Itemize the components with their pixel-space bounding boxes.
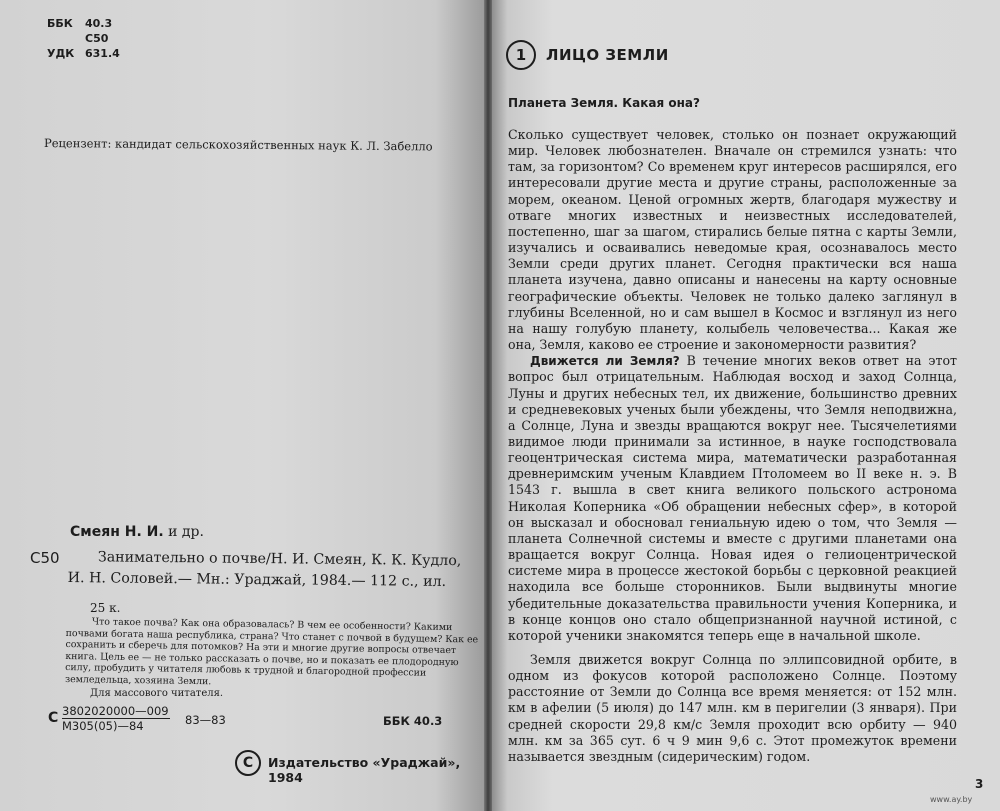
reviewer-line: Рецензент: кандидат сельскохозяйственных наук К. Л. Забелло: [43, 136, 433, 154]
body-paragraph: Земля движется вокруг Солнца по эллипсовидной орбите, в одном из фокусов которой расположено Солнце. Поэтому расстояние от Земли до Солнца все время меняется: от 152 млн. км в афелии (5 июля) до 147 млн. км в перигелии (3 января). При средней скорости 29,8 км/с Земля проходит всю орбиту — 940 млн. км за 365 сут. 6 ч 9 мин 9,6 с. Этот промежуток времени называется звездным (сидерическим) годом.: [508, 652, 957, 764]
isbn-letter: С: [48, 710, 59, 726]
catalog-annotation: Что такое почва? Как она образовалась? В чем ее особенности? Какими почвами богата наша республика, страна? Что станет с почвой в будущем? Как ее сохранить и сберечь для потомков? На эти и многие другие вопросы отвечает книга. Цель ее — не только рассказать о почве, но и показать ее плодородную силу, пробудить у читателя любовь к трудной и благородной профессии земледельца, хозяина Земли.: [64, 616, 479, 688]
copyright-icon: C: [235, 750, 261, 776]
chapter-number-badge: 1: [506, 40, 536, 70]
classification-row: ББК 40.3: [47, 17, 113, 30]
publisher-line: Издательство «Ураджай», 1984: [268, 755, 461, 785]
catalog-title: Занимательно о почве/Н. И. Смеян, К. К. Кудло, И. Н. Соловей.— Мн.: Ураджай, 1984.— 112 с., ил.: [67, 549, 462, 590]
catalog-price: 25 к.: [90, 601, 121, 615]
run-in-heading: Движется ли Земля?: [530, 354, 680, 369]
catalog-code: С50: [30, 549, 60, 567]
watermark: www.ay.by: [930, 795, 973, 804]
catalog-bbk: ББК 40.3: [383, 714, 443, 728]
body-paragraph: Движется ли Земля? В течение многих веков ответ на этот вопрос был отрицательным. Наблюдая восход и заход Солнца, Луны и других небесных тел, их движение, большинство древних и средневековых ученых были убеждены, что Земля неподвижна, а Солнце, Луна и звезды вращаются вокруг нее. Тысячелетиями видимое люди принимали за истинное, в науке господствовала геоцентрическая система мира, математически разработанная древнеримским ученым Клавдием Птоломеем во II веке н. э. В 1543 г. вышла в свет книга великого польского астронома Николая Коперника «Об обращении небесных сфер», в которой он высказал и обосновал гениальную идею о том, что Земля — планета Солнечной системы и вместе с другими планетами она вращается вокруг Солнца. Новая идея о гелиоцентрической системе мира в процессе жестокой борьбы с церковной реакцией находила все больше сторонников. Были выдвинуты многие убедительные доказательства правильности учения Коперника, и в конце концов оно стало общепризнанной научной истиной, с которой ученики знакомятся теперь еще в начальной школе.: [508, 353, 957, 643]
isbn-numerator: 3802020000—009: [62, 704, 169, 718]
book-gutter: [484, 0, 492, 811]
chapter-title: ЛИЦО ЗЕМЛИ: [546, 46, 669, 64]
catalog-audience: Для массового читателя.: [90, 688, 224, 699]
catalog-authors: Смеян Н. И. и др.: [70, 524, 204, 540]
section-heading: Планета Земля. Какая она?: [508, 96, 700, 110]
left-page: [0, 0, 484, 811]
isbn-denominator: М305(05)—84: [62, 719, 144, 733]
isbn-fraction: [62, 704, 170, 733]
body-paragraph: Сколько существует человек, столько он познает окружающий мир. Человек любознателен. Вначале он стремился узнать: что там, за горизонтом? Со временем круг интересов расширялся, его интересовали другие места и другие страны, расположенные за морем, океаном. Ценой огромных жертв, благодаря мужеству и отваге многих известных и неизвестных исследователей, постепенно, шаг за шагом, стирались белые пятна с карты Земли, изучались и осваивались неведомые края, осознавалось место Земли среди других планет. Сегодня практически вся наша планета изучена, давно описаны и нанесены на карту основные географические объекты. Человек не только далеко заглянул в глубины Вселенной, но и сам вышел в Космос и взглянул из него на нашу голубую планету, колыбель человечества... Какая же она, Земля, каково ее строение и закономерности развития?: [508, 127, 957, 353]
page-number: 3: [975, 777, 984, 791]
chapter-body: [508, 127, 957, 765]
classification-codes: [47, 16, 177, 61]
isbn-suffix: 83—83: [185, 713, 226, 727]
classification-row: С50: [85, 32, 109, 45]
classification-row: УДК 631.4: [47, 47, 120, 60]
